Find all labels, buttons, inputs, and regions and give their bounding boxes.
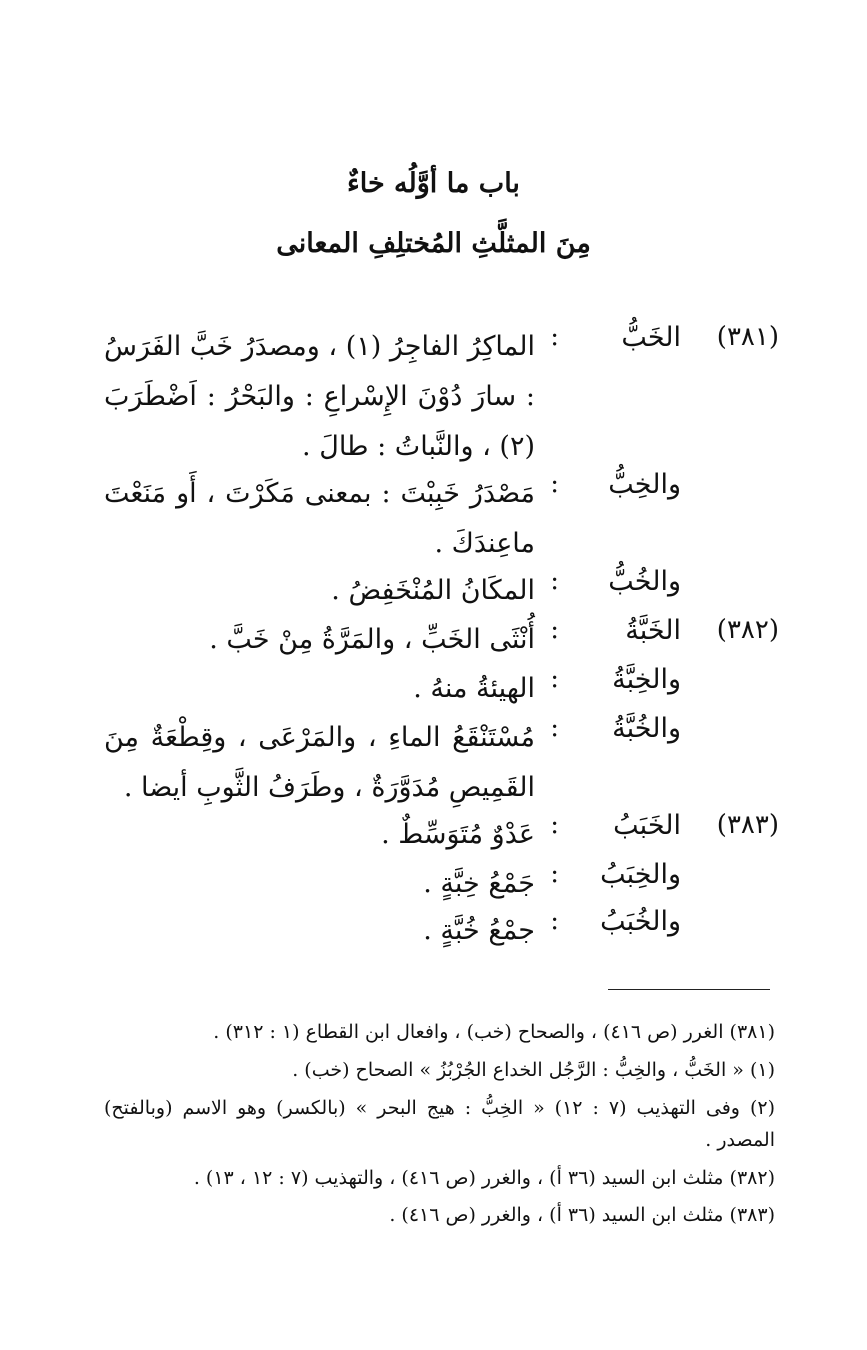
entry-khibab xyxy=(104,859,779,909)
headword: والخِبَّةُ xyxy=(612,664,681,695)
definition: جَمْعُ خِبَّةٍ . xyxy=(423,868,535,899)
colon: : xyxy=(550,322,559,352)
definition: مُسْتَنْقَعُ الماءِ ، والمَرْعَى ، وقِطْعَةٌ مِنَ القَمِيصِ مُدَوَّرَةٌ ، وطَرَفُ الثَّوبِ أيضا . xyxy=(104,722,535,803)
colon: : xyxy=(550,566,559,596)
footnote: (٣٨١) الغرر (ص ٤١٦) ، والصحاح (خب) ، وافعال ابن القطاع (١ : ٣١٢) . xyxy=(213,1021,775,1043)
headword: والخِبَبُ xyxy=(600,859,681,890)
definition: أُنْثَى الخَبِّ ، والمَرَّةُ مِنْ خَبَّ . xyxy=(209,624,535,655)
colon: : xyxy=(550,469,559,499)
definition: جمْعُ خُبَّةٍ . xyxy=(423,915,535,946)
headword: والخُبُّ xyxy=(608,566,681,597)
definition: الماكِرُ الفاجِرُ (١) ، ومصدَرُ خَبَّ الفَرَسُ : سارَ دُوْنَ الإِسْراعِ : والبَحْرُ : اَضْطَرَبَ (٢) ، والنَّباتُ : طالَ . xyxy=(104,331,536,462)
colon: : xyxy=(550,859,559,889)
definition: الهيئةُ منهُ . xyxy=(413,673,535,704)
definition: مَصْدَرُ خَبِبْتَ : بمعنى مَكَرْتَ ، أَو مَنَعْتَ ماعِندَكَ . xyxy=(104,478,535,559)
headword: والخُبَبُ xyxy=(600,906,681,937)
entry-383-khabab xyxy=(104,810,779,860)
colon: : xyxy=(550,615,559,645)
chapter-title: باب ما أوَّلُه خاءٌ xyxy=(347,168,520,199)
headword: الخَبَبُ xyxy=(613,810,681,841)
definition: عَدْوٌ مُتَوَسِّطٌ . xyxy=(381,819,535,850)
footnote: (١) « الخَبُّ ، والخِبُّ : الرَّجُل الخداع الجُرْبُزُ » الصحاح (خب) . xyxy=(292,1059,775,1081)
entry-382-khabba xyxy=(104,615,779,665)
footnote: (٣٨٢) مثلث ابن السيد (٣٦ أ) ، والغرر (ص ٤١٦) ، والتهذيب (٧ : ١٢ ، ١٣) . xyxy=(193,1167,775,1189)
footnote: (٣٨٣) مثلث ابن السيد (٣٦ أ) ، والغرر (ص ٤١٦) . xyxy=(389,1204,775,1226)
chapter-subtitle: مِنَ المثلَّثِ المُختلِفِ المعانى xyxy=(276,228,591,259)
headword: الخَبَّةُ xyxy=(625,615,681,646)
entry-khubab xyxy=(104,906,779,956)
entry-khibb xyxy=(104,469,779,559)
headword: والخُبَّةُ xyxy=(612,713,681,744)
definition: المكَانُ المُنْخَفِضُ . xyxy=(331,575,535,606)
colon: : xyxy=(550,713,559,743)
entry-khubba xyxy=(104,713,779,803)
headword: والخِبُّ xyxy=(608,469,681,500)
entry-number: (٣٨١) xyxy=(716,322,779,352)
footnote-divider xyxy=(608,989,770,990)
entry-381-khabb xyxy=(104,322,779,462)
colon: : xyxy=(550,664,559,694)
colon: : xyxy=(550,810,559,840)
entry-number: (٣٨٢) xyxy=(716,615,779,645)
entry-number: (٣٨٣) xyxy=(716,810,779,840)
entry-khibba xyxy=(104,664,779,714)
footnote: (٢) وفى التهذيب (٧ : ١٢) « الخِبُّ : هيج البحر » (بالكسر) وهو الاسم (وبالفتح) المصدر . xyxy=(104,1097,775,1151)
headword: الخَبُّ xyxy=(621,322,681,353)
colon: : xyxy=(550,906,559,936)
entry-khubb xyxy=(104,566,779,616)
